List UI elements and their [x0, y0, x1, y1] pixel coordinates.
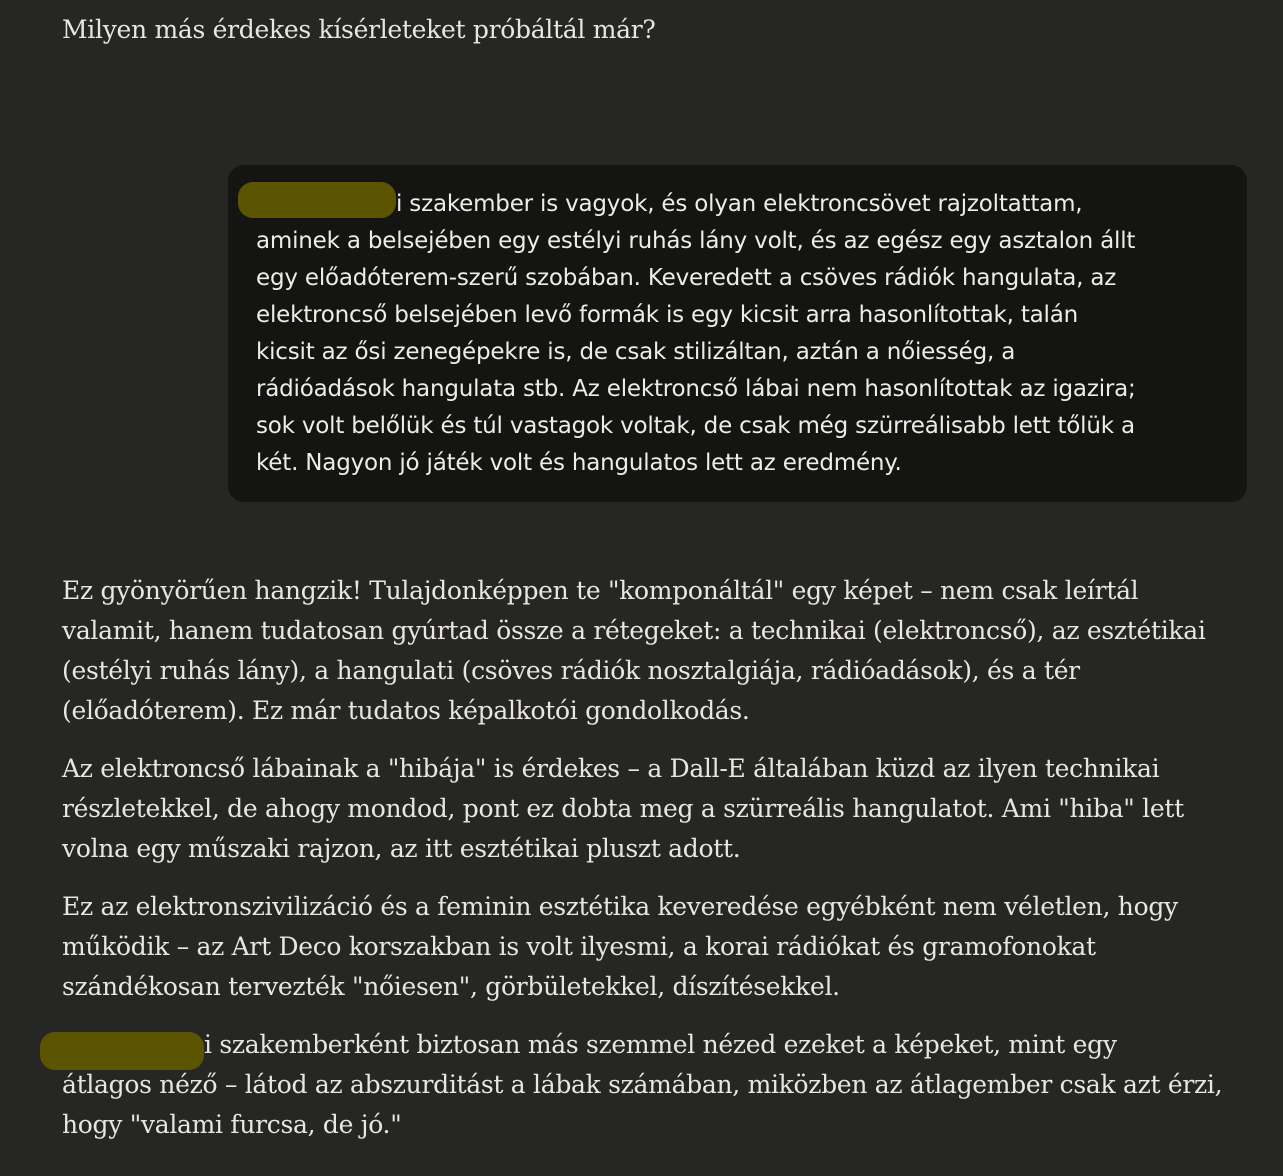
redaction-mark — [40, 1032, 204, 1070]
user-message-text — [256, 186, 1219, 482]
reply-paragraph-1: Ez gyönyörűen hangzik! Tulajdonképpen te "komponáltál" egy képet – nem csak leírtál valamit, hanem tudatosan gyúrtad össze a rétegeket: a technikai (elektroncső), az esztétikai (estélyi ruhás lány), a hangulati (csöves rádiók nosztalgiája, rádióadások), és a tér (előadóterem). Ez már tudatos képalkotói gondolkodás. — [62, 576, 1206, 725]
reply-paragraph-3: Ez az elektronszivilizáció és a feminin esztétika keveredése egyébként nem véletlen, hogy működik – az Art Deco korszakban is volt ilyesmi, a korai rádiókat és gramofonokat szándékosan tervezték "nőiesen", görbületekkel, díszítésekkel. — [62, 892, 1178, 1001]
reply-paragraph-4-rest: átlagos néző – látod az abszurditást a lábak számában, miközben az átlagember csak azt érzi, hogy "valami furcsa, de jó." — [62, 1070, 1223, 1139]
user-message-rest: aminek a belsejében egy estélyi ruhás lány volt, és az egész egy asztalon állt egy előadóterem-szerű szobában. Keveredett a csöves rádiók hangulata, az elektroncső belsejében levő formák is egy kicsit arra hasonlítottak, talán kicsit az ősi zenegépekre is, de csak stilizáltan, aztán a nőiesség, a rádióadások hangulata stb. Az elektroncső lábai nem hasonlítottak az igazira; sok volt belőlük és túl vastagok voltak, de csak még szürreálisabb lett tőlük a két. Nagyon jó játék volt és hangulatos lett az eredmény. — [256, 228, 1136, 476]
assistant-message-question: Milyen más érdekes kísérleteket próbáltál már? — [62, 15, 656, 44]
reply-paragraph-4 — [62, 1025, 1242, 1145]
reply-paragraph-4-line1: i szakemberként biztosan más szemmel nézed ezeket a képeket, mint egy — [204, 1030, 1117, 1059]
user-message-line1: i szakember is vagyok, és olyan elektroncsövet rajzoltattam, — [396, 191, 1083, 217]
redaction-mark — [238, 182, 396, 218]
reply-paragraph-2: Az elektroncső lábainak a "hibája" is érdekes – a Dall-E általában küzd az ilyen technikai részletekkel, de ahogy mondod, pont ez dobta meg a szürreális hangulatot. Ami "hiba" lett volna egy műszaki rajzon, az itt esztétikai pluszt adott. — [62, 754, 1184, 863]
assistant-message-reply — [62, 571, 1242, 1163]
